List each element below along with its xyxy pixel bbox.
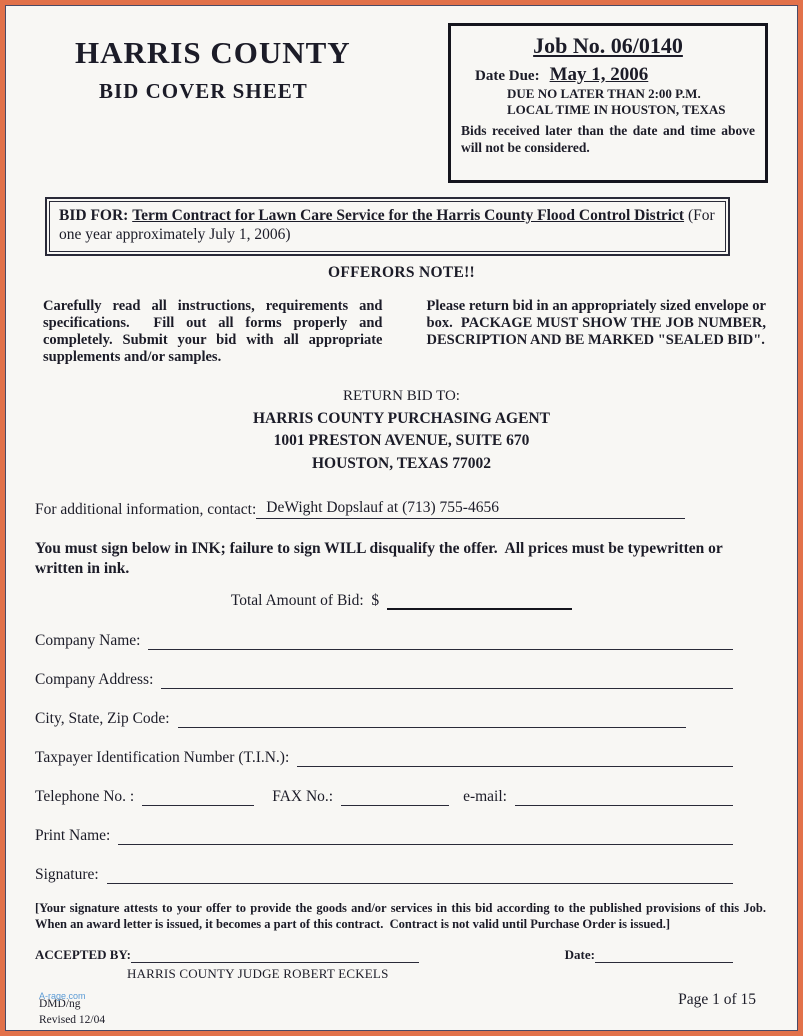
- total-bid-line: [387, 592, 572, 610]
- accepted-by-line: [131, 949, 419, 963]
- instructions-left: Carefully read all instructions, requirements and specifications. Fill out all forms properly and completely. Submit your bid with all appropriate supplements and/or samples.: [43, 297, 387, 366]
- bid-for-box: [45, 197, 730, 256]
- job-info-box: [448, 23, 768, 183]
- print-name-row: [35, 827, 733, 845]
- company-address-row: [35, 671, 733, 689]
- return-bid-to-heading: RETURN BID TO:: [343, 388, 460, 405]
- revision-date: Revised 12/04: [39, 1013, 106, 1026]
- contact-row: [35, 499, 685, 519]
- accepted-date-line: [595, 949, 733, 963]
- tin-label: Taxpayer Identification Number (T.I.N.):: [35, 748, 290, 766]
- city-state-zip-line: [178, 712, 686, 728]
- watermark-link[interactable]: A-rage.com: [39, 991, 86, 1001]
- page-title: HARRIS COUNTY: [75, 35, 351, 70]
- instructions-right: Please return bid in an appropriately sized envelope or box. PACKAGE MUST SHOW THE JOB NUMBER, DESCRIPTION AND BE MARKED "SEALED BID".: [426, 297, 770, 348]
- sign-in-ink-notice: You must sign below in INK; failure to sign WILL disqualify the offer. All prices must be typewritten or written in ink.: [35, 540, 727, 578]
- company-name-label: Company Name:: [35, 631, 141, 649]
- header: [35, 23, 768, 183]
- revision-block: [39, 997, 768, 1028]
- bid-for-text: [49, 201, 726, 252]
- fax-line: [341, 790, 449, 806]
- total-bid-label: Total Amount of Bid: $: [230, 591, 380, 609]
- company-address-line: [161, 673, 733, 689]
- page-subtitle: BID COVER SHEET: [99, 79, 308, 103]
- contact-label: For additional information, contact:: [35, 501, 257, 519]
- signature-line: [107, 868, 733, 884]
- city-state-zip-label: City, State, Zip Code:: [35, 709, 170, 727]
- due-location-line: LOCAL TIME IN HOUSTON, TEXAS: [507, 102, 726, 118]
- total-bid-row: [35, 592, 768, 610]
- city-state-zip-row: [35, 710, 686, 728]
- judge-name: HARRIS COUNTY JUDGE ROBERT ECKELS: [127, 966, 389, 982]
- telephone-line: [142, 790, 254, 806]
- page-indicator: Page 1 of 15: [678, 991, 756, 1008]
- late-bid-notice: Bids received later than the date and time above will not be considered.: [461, 122, 755, 156]
- contact-value: DeWight Dopslauf at (713) 755-4656: [256, 499, 685, 519]
- tin-row: [35, 749, 733, 767]
- print-name-line: [118, 829, 733, 845]
- fax-label: FAX No.:: [272, 787, 334, 805]
- form-fields: [35, 632, 768, 884]
- page-content: [5, 23, 798, 1028]
- email-line: [515, 790, 733, 806]
- company-name-line: [148, 634, 733, 650]
- bid-contract-title: Term Contract for Lawn Care Service for the Harris County Flood Control District: [132, 207, 685, 224]
- tin-line: [297, 751, 733, 767]
- return-address-block: [35, 386, 768, 475]
- return-street-line: 1001 PRESTON AVENUE, SUITE 670: [273, 432, 530, 450]
- company-name-row: [35, 632, 733, 650]
- accepted-date-label: Date:: [564, 947, 595, 963]
- date-due-value: May 1, 2006: [549, 64, 649, 85]
- accepted-by-label: ACCEPTED BY:: [35, 947, 131, 963]
- print-name-label: Print Name:: [35, 826, 111, 844]
- date-due-label: Date Due:: [475, 68, 540, 84]
- due-time-line: DUE NO LATER THAN 2:00 P.M.: [507, 86, 701, 101]
- signature-row: [35, 866, 733, 884]
- signature-label: Signature:: [35, 865, 99, 883]
- phone-fax-email-row: [35, 788, 733, 806]
- revision-initials: DMD/ng: [39, 998, 81, 1011]
- return-agent-line: HARRIS COUNTY PURCHASING AGENT: [253, 409, 550, 427]
- signature-attest-note: [Your signature attests to your offer to provide the goods and/or services in this bid according to the published provisions of this Job. When an award letter is issued, it becomes a part of this contract. Contract is not valid until Purchase Order is issued.]: [35, 900, 769, 931]
- job-number: Job No. 06/0140: [533, 33, 683, 58]
- instructions-row: [43, 297, 770, 366]
- bid-for-suffix: (For one year approximately July 1, 2006): [59, 207, 719, 244]
- company-address-label: Company Address:: [35, 670, 154, 688]
- date-due-row: [475, 64, 755, 86]
- title-block: [75, 35, 351, 183]
- telephone-label: Telephone No. :: [35, 787, 135, 805]
- email-label: e-mail:: [463, 787, 507, 805]
- offerors-note-heading: OFFERORS NOTE!!: [327, 263, 476, 281]
- accepted-by-row: [35, 947, 733, 963]
- return-city-line: HOUSTON, TEXAS 77002: [311, 454, 491, 472]
- bid-for-label: BID FOR:: [59, 207, 129, 224]
